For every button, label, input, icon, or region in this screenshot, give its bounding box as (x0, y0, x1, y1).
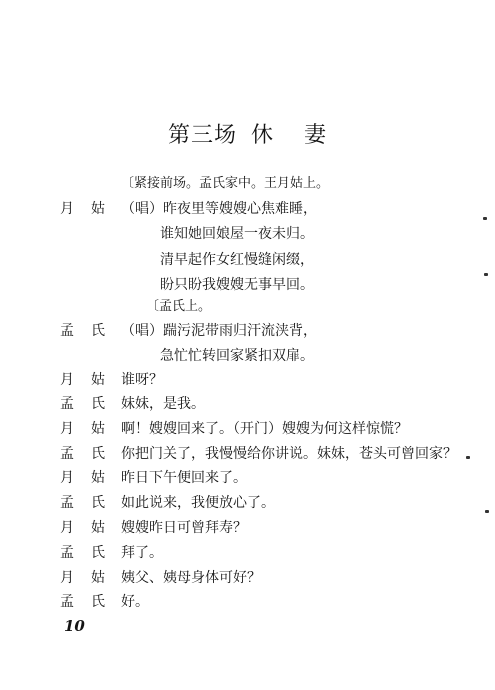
dialogue-line: 昨日下午便回来了。 (121, 470, 247, 486)
speaker-char: 孟 (60, 594, 74, 610)
speaker-char: 孟 (60, 396, 74, 412)
verse-line: 急忙忙转回家紧扣双扉。 (160, 348, 314, 364)
verse-line: 盼只盼我嫂嫂无事早回。 (160, 277, 314, 293)
dialogue-line: 谁呀？ (121, 372, 163, 388)
speaker-char: 孟 (60, 495, 74, 511)
speaker-name (60, 200, 108, 218)
speaker-char: 孟 (60, 323, 74, 339)
speaker-char: 月 (60, 470, 74, 486)
scene-title (0, 118, 495, 149)
scan-mark (485, 510, 489, 513)
scene-name-char-2: 妻 (304, 123, 328, 148)
speaker-char: 月 (60, 421, 74, 437)
speaker-name (60, 371, 108, 389)
speaker-char: 月 (60, 372, 74, 388)
speaker-name (60, 322, 108, 340)
page-number: 10 (64, 617, 85, 635)
speaker-char: 孟 (60, 446, 74, 462)
scan-mark (483, 217, 487, 220)
speaker-char: 月 (60, 520, 74, 536)
stage-direction-entrance: 〔孟氏上。 (146, 299, 212, 314)
speaker-name (60, 569, 108, 587)
verse-line: 谁知她回娘屋一夜未归。 (160, 226, 314, 242)
speaker-char: 氏 (91, 446, 105, 462)
dialogue-line: （唱）昨夜里等嫂嫂心焦难睡， (121, 201, 317, 217)
speaker-char: 氏 (91, 594, 105, 610)
speaker-name (60, 519, 108, 537)
dialogue-line: 好。 (121, 594, 149, 610)
verse-line: 清早起作女红慢缝闲缀， (160, 252, 314, 268)
stage-direction-opening: 〔紧接前场。孟氏家中。王月姑上。 (121, 176, 330, 191)
scene-number: 第三场 (167, 123, 237, 148)
speaker-char: 氏 (91, 545, 105, 561)
speaker-name (60, 544, 108, 562)
scan-mark (466, 456, 470, 459)
speaker-char: 月 (60, 570, 74, 586)
speaker-char: 姑 (91, 570, 105, 586)
dialogue-line: 啊！嫂嫂回来了。（开门）嫂嫂为何这样惊慌？ (121, 421, 408, 437)
speaker-char: 氏 (91, 396, 105, 412)
speaker-char: 姑 (91, 372, 105, 388)
dialogue-line: 嫂嫂昨日可曾拜寿？ (121, 520, 247, 536)
speaker-name (60, 469, 108, 487)
dialogue-line: 姨父、姨母身体可好？ (121, 570, 261, 586)
speaker-char: 氏 (91, 323, 105, 339)
speaker-char: 孟 (60, 545, 74, 561)
speaker-char: 氏 (91, 495, 105, 511)
dialogue-line: 拜了。 (121, 545, 163, 561)
speaker-name (60, 420, 108, 438)
speaker-char: 月 (60, 201, 74, 217)
speaker-name (60, 395, 108, 413)
dialogue-line: （唱）踹污泥带雨归汗流浃背， (121, 323, 317, 339)
speaker-name (60, 593, 108, 611)
speaker-name (60, 445, 108, 463)
scene-name-char-1: 休 (250, 123, 274, 148)
scan-mark (484, 273, 488, 276)
speaker-char: 姑 (91, 421, 105, 437)
speaker-char: 姑 (91, 470, 105, 486)
speaker-char: 姑 (91, 201, 105, 217)
dialogue-line: 你把门关了，我慢慢给你讲说。妹妹，苍头可曾回家？ (121, 446, 457, 462)
speaker-name (60, 494, 108, 512)
speaker-char: 姑 (91, 520, 105, 536)
dialogue-line: 如此说来，我便放心了。 (121, 495, 275, 511)
dialogue-line: 妹妹，是我。 (121, 396, 205, 412)
